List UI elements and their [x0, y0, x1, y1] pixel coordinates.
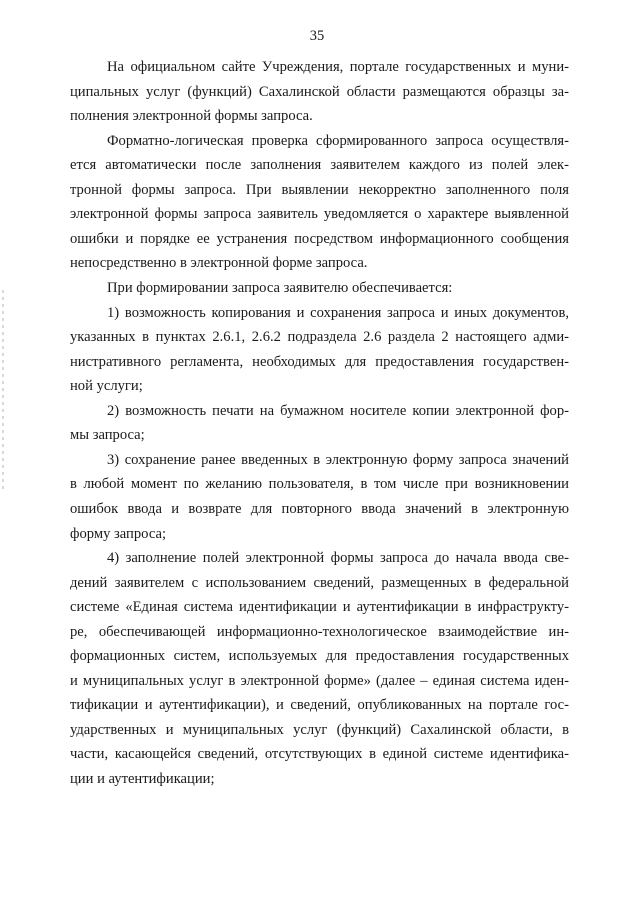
text-line: ошибок ввода и возврате для повторного ввода значений в электронную: [70, 500, 569, 517]
text-line: 1) возможность копирования и сохранения запроса и иных документов,: [107, 304, 569, 321]
text-line: 4) заполнение полей электронной формы запроса до начала ввода све-: [107, 550, 569, 566]
text-line: непосредственно в электронной форме запроса.: [70, 255, 368, 272]
text-line: дений заявителем с использованием сведений, размещенных в федеральной: [70, 574, 569, 591]
text-line: 3) сохранение ранее введенных в электронную форму запроса значений: [107, 451, 569, 468]
text-line: ется автоматически после заполнения заявителем каждого из полей элек-: [70, 157, 569, 174]
text-line: ции и аутентификации;: [70, 771, 215, 787]
text-line: части, касающейся сведений, отсутствующих в единой системе идентифика-: [70, 746, 569, 763]
scan-edge-artifact: [2, 290, 4, 490]
text-line: в любой момент по желанию пользователя, в том числе при возникновении: [70, 476, 569, 493]
text-line: электронной формы запроса заявитель уведомляется о характере выявленной: [70, 206, 569, 223]
text-line: На официальном сайте Учреждения, портале государственных и муни-: [107, 59, 569, 75]
text-line: ре, обеспечивающей информационно-технологическое взаимодействие ин-: [70, 623, 569, 640]
text-line: ной услуги;: [70, 378, 143, 395]
text-line: ципальных услуг (функций) Сахалинской области размещаются образцы за-: [70, 83, 569, 100]
text-line: нистративного регламента, необходимых для предоставления государствен-: [70, 353, 569, 370]
text-line: указанных в пунктах 2.6.1, 2.6.2 подраздела 2.6 раздела 2 настоящего адми-: [70, 329, 569, 346]
text-line: Форматно-логическая проверка сформированного запроса осуществля-: [107, 132, 569, 149]
text-line: системе «Единая система идентификации и аутентификации в инфраструкту-: [70, 599, 569, 616]
text-line: полнения электронной формы запроса.: [70, 108, 313, 125]
text-line: тификации и аутентификации), и сведений, опубликованных на портале гос-: [70, 697, 569, 714]
text-line: мы запроса;: [70, 427, 145, 444]
text-line: ударственных и муниципальных услуг (функций) Сахалинской области, в: [70, 721, 569, 738]
text-line: 2) возможность печати на бумажном носителе копии электронной фор-: [107, 402, 569, 419]
text-line: форму запроса;: [70, 525, 167, 542]
text-line: и муниципальных услуг в электронной форме» (далее – единая система иден-: [70, 672, 569, 689]
page-number: 35: [309, 28, 325, 44]
text-line: При формировании запроса заявителю обеспечивается:: [107, 280, 453, 296]
text-line: тронной формы запроса. При выявлении некорректно заполненного поля: [70, 181, 569, 198]
text-line: формационных систем, используемых для предоставления государственных: [70, 648, 569, 665]
text-line: ошибки и порядке ее устранения посредством информационного сообщения: [70, 230, 569, 247]
